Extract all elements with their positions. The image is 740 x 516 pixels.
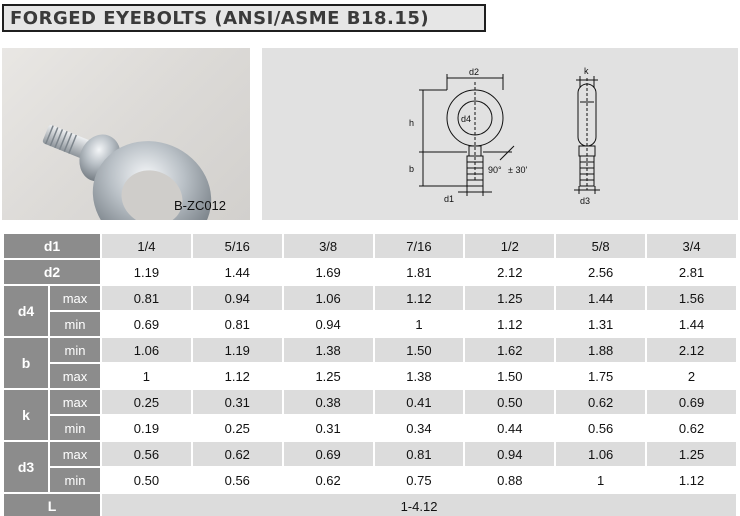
table-cell: 1.25 xyxy=(646,441,737,467)
table-cell: 0.81 xyxy=(374,441,465,467)
table-cell: 0.69 xyxy=(283,441,374,467)
row-d4-min xyxy=(3,311,737,337)
table-cell: 1/4 xyxy=(101,233,192,259)
table-cell: 1.44 xyxy=(192,259,283,285)
table-cell: 1.56 xyxy=(646,285,737,311)
sub-label-d4-max: max xyxy=(49,285,101,311)
table-cell: 0.56 xyxy=(555,415,646,441)
table-cell: 0.94 xyxy=(464,441,555,467)
table-cell: 0.81 xyxy=(192,311,283,337)
row-label-d4: d4 xyxy=(3,285,49,337)
table-cell: 0.62 xyxy=(283,467,374,493)
table-cell: 0.44 xyxy=(464,415,555,441)
table-cell: 1.06 xyxy=(283,285,374,311)
table-cell: 1.88 xyxy=(555,337,646,363)
table-cell: 1.12 xyxy=(192,363,283,389)
row-d3-max xyxy=(3,441,737,467)
table-cell: 1 xyxy=(101,363,192,389)
table-cell: 0.25 xyxy=(192,415,283,441)
table-cell: 1.12 xyxy=(646,467,737,493)
row-label-L: L xyxy=(3,493,101,516)
table-cell: 1.19 xyxy=(101,259,192,285)
table-cell: 0.56 xyxy=(101,441,192,467)
table-cell: 0.34 xyxy=(374,415,465,441)
row-L xyxy=(3,493,737,516)
table-cell: 1.50 xyxy=(374,337,465,363)
table-cell: 1.38 xyxy=(283,337,374,363)
row-label-b: b xyxy=(3,337,49,389)
table-cell: 0.62 xyxy=(555,389,646,415)
dim-label-b: b xyxy=(409,164,415,174)
dim-label-tolerance: ± 30' xyxy=(508,165,528,175)
sub-label-d4-min: min xyxy=(49,311,101,337)
row-label-d1: d1 xyxy=(3,233,101,259)
table-cell: 1.25 xyxy=(283,363,374,389)
sub-label-b-min: min xyxy=(49,337,101,363)
row-label-k: k xyxy=(3,389,49,441)
table-cell: 1.44 xyxy=(555,285,646,311)
table-cell: 0.50 xyxy=(101,467,192,493)
table-cell: 2.81 xyxy=(646,259,737,285)
table-cell: 1/2 xyxy=(464,233,555,259)
table-cell: 1.12 xyxy=(464,311,555,337)
table-cell: 1.81 xyxy=(374,259,465,285)
sub-label-k-min: min xyxy=(49,415,101,441)
table-cell: 0.62 xyxy=(646,415,737,441)
row-k-min xyxy=(3,415,737,441)
row-d4-max xyxy=(3,285,737,311)
table-cell: 0.81 xyxy=(101,285,192,311)
table-cell: 7/16 xyxy=(374,233,465,259)
row-d1 xyxy=(3,233,737,259)
row-d3-min xyxy=(3,467,737,493)
sub-label-k-max: max xyxy=(49,389,101,415)
page-title: FORGED EYEBOLTS (ANSI/ASME B18.15) xyxy=(10,7,430,29)
table-cell: 3/4 xyxy=(646,233,737,259)
table-cell: 0.50 xyxy=(464,389,555,415)
table-cell: 2.56 xyxy=(555,259,646,285)
eyebolt-dimension-diagram xyxy=(262,48,738,220)
table-cell: 1 xyxy=(374,311,465,337)
dim-label-d3: d3 xyxy=(580,196,591,206)
title-banner xyxy=(2,4,486,32)
table-cell: 1.06 xyxy=(101,337,192,363)
table-cell: 1 xyxy=(555,467,646,493)
table-cell: 0.38 xyxy=(283,389,374,415)
dim-label-d4: d4 xyxy=(461,114,472,124)
table-cell: 5/8 xyxy=(555,233,646,259)
table-cell: 1.62 xyxy=(464,337,555,363)
table-cell: 3/8 xyxy=(283,233,374,259)
table-cell: 1.44 xyxy=(646,311,737,337)
dim-label-k: k xyxy=(584,66,589,76)
table-cell: 2 xyxy=(646,363,737,389)
spec-table xyxy=(2,232,738,516)
table-cell: 0.62 xyxy=(192,441,283,467)
table-cell: 0.31 xyxy=(192,389,283,415)
table-cell: 1.31 xyxy=(555,311,646,337)
cell-L-value: 1-4.12 xyxy=(101,493,737,516)
table-cell: 0.75 xyxy=(374,467,465,493)
row-label-d3: d3 xyxy=(3,441,49,493)
table-cell: 1.06 xyxy=(555,441,646,467)
table-cell: 0.88 xyxy=(464,467,555,493)
table-cell: 2.12 xyxy=(464,259,555,285)
product-code: B-ZC012 xyxy=(174,198,227,213)
table-cell: 0.41 xyxy=(374,389,465,415)
table-cell: 0.94 xyxy=(192,285,283,311)
table-cell: 1.25 xyxy=(464,285,555,311)
table-cell: 0.56 xyxy=(192,467,283,493)
table-cell: 0.69 xyxy=(646,389,737,415)
sub-label-b-max: max xyxy=(49,363,101,389)
table-cell: 2.12 xyxy=(646,337,737,363)
row-d2 xyxy=(3,259,737,285)
sub-label-d3-max: max xyxy=(49,441,101,467)
table-cell: 1.19 xyxy=(192,337,283,363)
row-k-max xyxy=(3,389,737,415)
table-cell: 0.94 xyxy=(283,311,374,337)
table-cell: 1.38 xyxy=(374,363,465,389)
table-cell: 0.69 xyxy=(101,311,192,337)
table-cell: 1.12 xyxy=(374,285,465,311)
dim-label-d1: d1 xyxy=(444,194,455,204)
table-cell: 5/16 xyxy=(192,233,283,259)
sub-label-d3-min: min xyxy=(49,467,101,493)
table-cell: 0.19 xyxy=(101,415,192,441)
table-cell: 1.75 xyxy=(555,363,646,389)
dim-label-d2: d2 xyxy=(469,67,480,77)
table-cell: 1.50 xyxy=(464,363,555,389)
row-b-min xyxy=(3,337,737,363)
dim-label-angle: 90° xyxy=(488,165,502,175)
row-label-d2: d2 xyxy=(3,259,101,285)
dim-label-h: h xyxy=(409,118,415,128)
table-cell: 0.31 xyxy=(283,415,374,441)
technical-drawing xyxy=(262,48,738,220)
product-photo xyxy=(2,48,250,220)
eyebolt-photo-image xyxy=(2,48,250,220)
table-cell: 0.25 xyxy=(101,389,192,415)
table-cell: 1.69 xyxy=(283,259,374,285)
row-b-max xyxy=(3,363,737,389)
